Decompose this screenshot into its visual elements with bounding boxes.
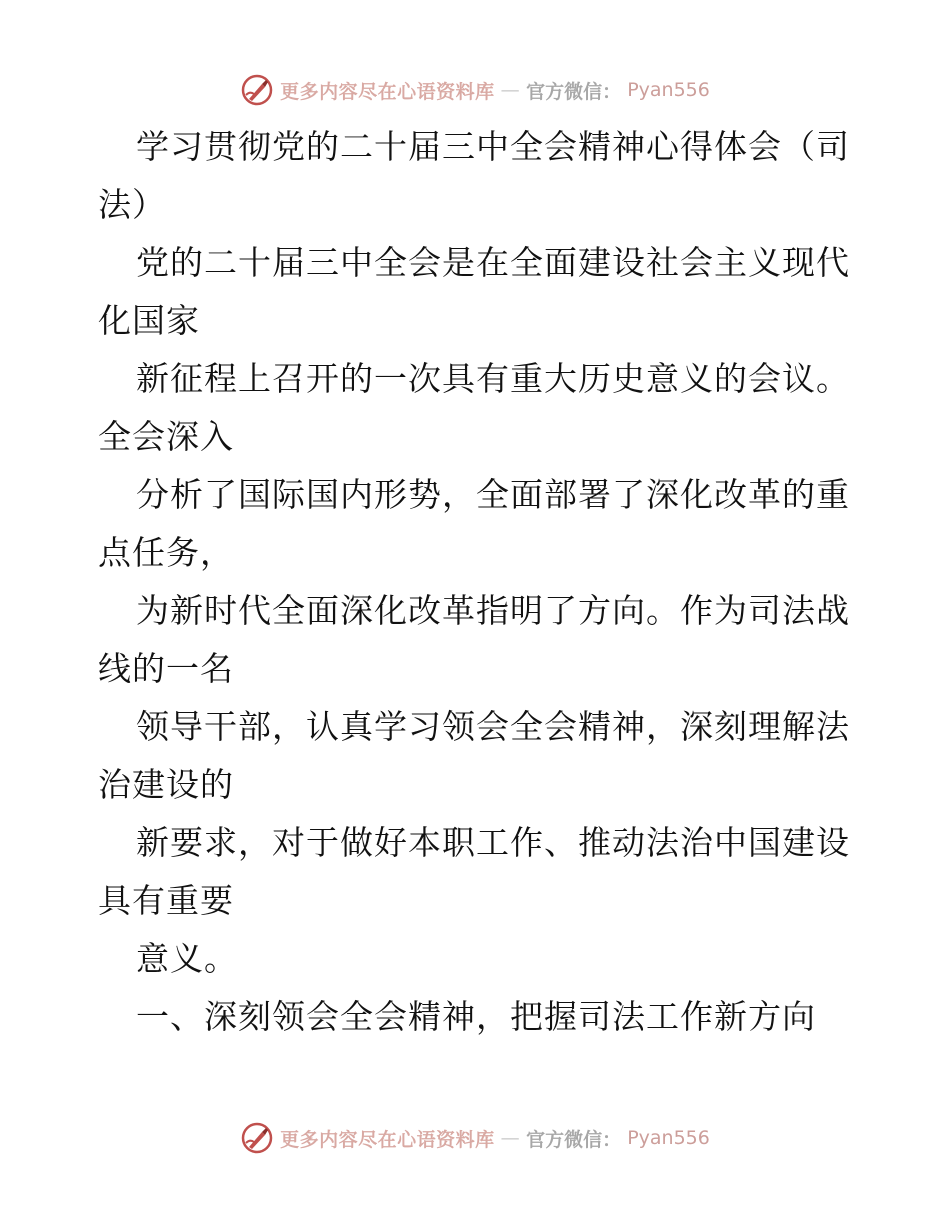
header-watermark — [0, 70, 950, 110]
paragraph-line: 化国家 — [98, 301, 200, 340]
paragraph-line: 点任务， — [98, 533, 234, 572]
section-heading-1: 一、深刻领会全会精神，把握司法工作新方向 — [136, 997, 816, 1036]
paragraph-line: 意义。 — [136, 939, 238, 978]
document-body — [98, 118, 858, 1046]
title-line-1: 学习贯彻党的二十届三中全会精神心得体会（司 — [136, 127, 850, 166]
paragraph-line: 治建设的 — [98, 765, 234, 804]
pen-logo-icon — [240, 1121, 274, 1155]
watermark-brand-text: 更多内容尽在心语资料库 — [280, 80, 495, 103]
paragraph-line: 线的一名 — [98, 649, 234, 688]
paragraph-line: 为新时代全面深化改革指明了方向。作为司法战 — [136, 591, 850, 630]
paragraph-line: 新要求，对于做好本职工作、推动法治中国建设 — [136, 823, 850, 862]
paragraph-line: 党的二十届三中全会是在全面建设社会主义现代 — [136, 243, 850, 282]
watermark-wechat-id: Pyan556 — [627, 79, 710, 101]
watermark-separator: — — [500, 1127, 521, 1149]
watermark-wechat-label: 官方微信： — [526, 1128, 622, 1151]
watermark-separator: — — [500, 79, 521, 101]
watermark-wechat-id: Pyan556 — [627, 1127, 710, 1149]
paragraph-line: 新征程上召开的一次具有重大历史意义的会议。 — [136, 359, 850, 398]
paragraph-line: 分析了国际国内形势，全面部署了深化改革的重 — [136, 475, 850, 514]
watermark-brand-text: 更多内容尽在心语资料库 — [280, 1128, 495, 1151]
title-line-2: 法） — [98, 185, 166, 224]
paragraph-line: 领导干部，认真学习领会全会精神，深刻理解法 — [136, 707, 850, 746]
paragraph-line: 全会深入 — [98, 417, 234, 456]
watermark-wechat-label: 官方微信： — [526, 80, 622, 103]
footer-watermark — [0, 1118, 950, 1158]
pen-logo-icon — [240, 73, 274, 107]
paragraph-line: 具有重要 — [98, 881, 234, 920]
